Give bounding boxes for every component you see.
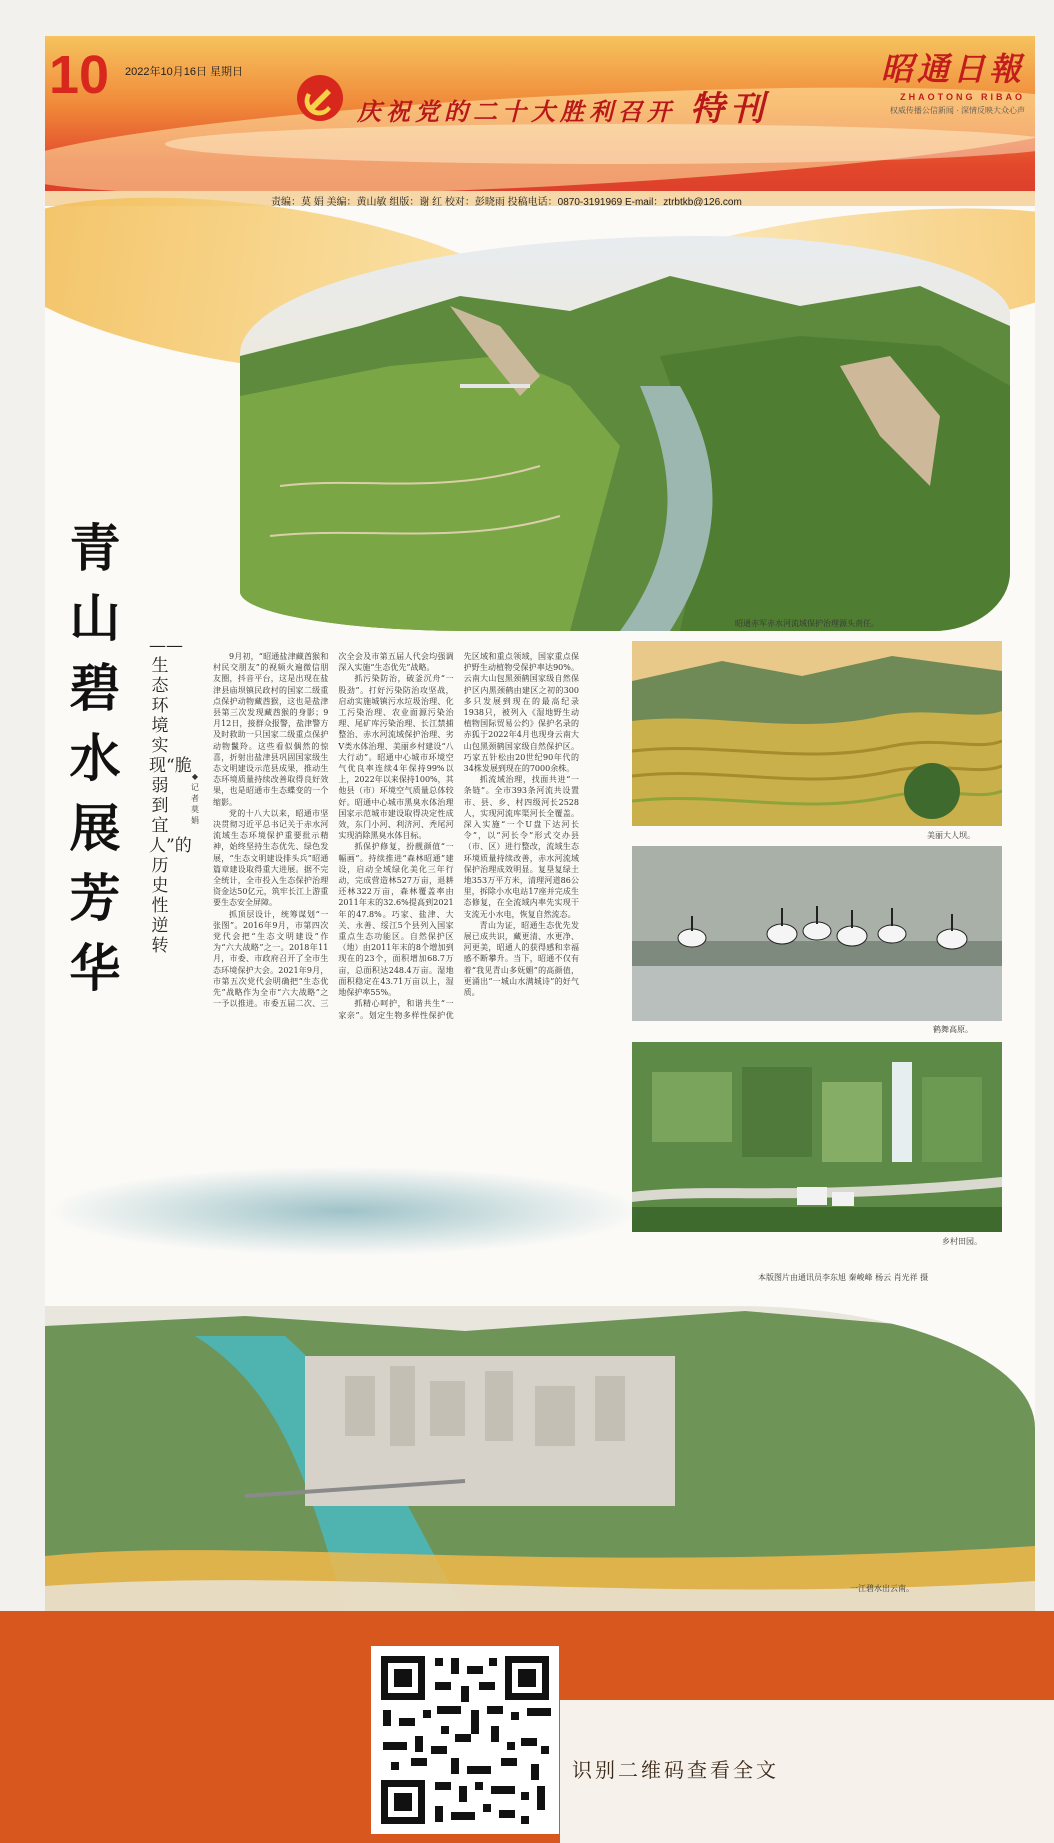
header-title-text: 庆祝党的二十大胜利召开 xyxy=(357,97,676,126)
photo-credit: 本版图片由通讯员李东旭 秦峻峰 杨云 肖光祥 摄 xyxy=(758,1273,929,1282)
headline-char: 青 xyxy=(69,519,121,579)
qr-code-icon[interactable] xyxy=(371,1646,559,1834)
photo-caption: 鹤舞高原。 xyxy=(933,1025,973,1034)
brand-name: 昭通日報 xyxy=(880,50,1025,88)
article-paragraph: 抓精心呵护，和谐共生“一家亲”。划定生物多样性保护优先区域和重点领域，国家重点保护野生动植物受保护率达90%。云南大山包黑颈鹤国家级自然保护区内黑颈鹤由建区之初的300多只发展到现在的最高纪录1938只，被列入《湿地野生动植物国际贸易公约》保护名录的赤狐于2022年4月也现身云南大山包黑颈鹤国家级自然保护区。巧家五针松由20世纪90年代的34株发展到现在的7000余株。 xyxy=(338,652,579,1020)
headline-char: 山 xyxy=(69,589,121,649)
headline-char: 芳 xyxy=(69,869,121,929)
qr-prompt-text: 识别二维码查看全文 xyxy=(572,1758,779,1782)
party-emblem-icon xyxy=(295,73,345,123)
photo-terraces xyxy=(632,641,1002,826)
special-issue-title xyxy=(357,81,770,130)
issue-date: 2022年10月16日 星期日 xyxy=(125,66,243,78)
photo-caption: 一江碧水出云南。 xyxy=(850,1584,914,1593)
photo-cranes xyxy=(632,846,1002,1021)
headline-char: 水 xyxy=(69,729,121,789)
headline-char: 展 xyxy=(69,799,121,859)
newspaper-sheet xyxy=(45,36,1035,1611)
header-decor-swoosh xyxy=(165,124,1035,164)
hero-photo-canyon xyxy=(240,236,1010,631)
page-header xyxy=(45,36,1035,206)
article-paragraph: 9月初，“昭通盐津藏酋猴和村民交朋友”的视频火遍微信朋友圈，抖音平台，这是出现在盐津县庙坝镇民政村的国家二级重点保护动物藏酋猴，这也是盐津县第三次发现藏酋猴的身影；9月12日，接群众报警，盐津警方及时救助一只国家二级重点保护动物鬣羚。这些看似偶然的惊喜，折射出盐津县巩固国家级生态文明建设示范县成果，推动生态环境质量持续改善取得良好效果，也是昭通市生态蝶变的一个缩影。 xyxy=(213,652,329,807)
article-paragraph: 抓顶层设计，统筹谋划“一张图”。2016年9月，市第四次党代会把“生态文明建设”作为“六大战略”之一。2018年11月，市委、市政府召开了全市生态环境保护大会。2021年9月，市第五次党代会明确把“生态优先”战略作为全市“六大战略”之一予以推进。市委五届二次、三次全会及市第五届人代会均强调深入实施“生态优先”战略。 xyxy=(213,652,454,1009)
page-number: 10 xyxy=(49,45,110,105)
countryside-fields-illustration xyxy=(632,1042,1002,1232)
cranes-wetland-illustration xyxy=(632,846,1002,1021)
article-paragraph: 抓流域治理，找面共进“一条链”。全市393条河流共设置市、县、乡、村四级河长2528人，实现河流库渠河长全覆盖。深入实施“一个U盘下达河长令”，以“河长令”形式交办县（市、区）进行整改，流域生态环境质量持续改善，赤水河流域保护治理成效明显。复垦复绿土地353万平方米，清理河道86公里，拆除小水电站17座并完成生态修复，在全流域内率先实现干支流无小水电，恢复自然流态。 xyxy=(463,775,579,919)
article-body xyxy=(213,651,579,1181)
newspaper-brand xyxy=(881,44,1025,116)
canyon-landscape-illustration xyxy=(240,236,1010,631)
photo-city-river xyxy=(45,1306,1035,1611)
photo-caption: 乡村田园。 xyxy=(942,1237,982,1246)
article-byline: ◆记者 莫娟 xyxy=(191,772,199,825)
brand-slogan: 权威传播公信新闻 · 深情反映大众心声 xyxy=(889,106,1025,115)
article-paragraph: 党的十八大以来，昭通市坚决贯彻习近平总书记关于赤水河流域生态环境保护重要批示精神，始终坚持生态优先、绿色发展，“生态文明建设排头兵”昭通篇章建设取得重大进展。据不完全统计，全市投入生态保护治理资金达50亿元，筑牢长江上游重要生态安全屏障。 xyxy=(213,808,329,908)
editorial-credits: 责编：莫 娟 美编：黄山敏 组版：谢 红 校对：彭晓雨 投稿电话：0870-3191969 E-mail：ztrbtkb@126.com xyxy=(271,197,742,206)
city-river-illustration xyxy=(45,1306,1035,1611)
headline-char: 碧 xyxy=(69,659,121,719)
article-headline xyxy=(65,514,125,1004)
brand-name-english: ZHAOTONG RIBAO xyxy=(900,92,1025,102)
ink-splash-decor xyxy=(45,1166,645,1256)
article-paragraph: 抓保护修复，扮靓颜值“一幅画”。持续推进“森林昭通”建设，启动全域绿化美化三年行动，完成营造林527万亩，退耕还林322万亩，森林覆盖率由2011年末的32.6%提高到2021年的47.8%。巧家、盐津、大关、永善、绥江5个县列入国家重点生态功能区。自然保护区（地）由2011年末的8个增加到现在的23个，面积增加68.7万亩，总面积达248.4万亩。湿地面积稳定在43.71万亩以上，湿地保护率55%。 xyxy=(338,842,454,998)
qr-code-container[interactable] xyxy=(371,1646,559,1834)
special-label: 特刊 xyxy=(690,89,770,129)
terraced-fields-illustration xyxy=(632,641,1002,826)
article-subtitle: ——生态环境实现“脆弱到宜人”的历史性逆转 xyxy=(149,636,192,956)
photo-countryside xyxy=(632,1042,1002,1232)
photo-caption: 昭通赤军赤水河流域保护治理源头责任。 xyxy=(735,619,879,628)
headline-char: 华 xyxy=(69,939,121,999)
photo-caption: 美丽大人坝。 xyxy=(927,831,975,840)
article-paragraph: 青山为证，昭通生态优先发展已成共识，藏更清、水更净、河更美，昭通人的获得感和幸福感不断攀升。当下，昭通不仅有着“我见青山多妩媚”的高颜值，更涌出“一城山水满城诗”的好气质。 xyxy=(463,920,579,998)
article-paragraph: 抓污染防治，破釜沉舟“一股劲”。打好污染防治攻坚战，启动实施城镇污水垃圾治理、化工污染治理、农业面源污染治理、尾矿库污染治理、长江禁捕整治、赤水河流域保护治理、劣Ⅴ类水体治理、美丽乡村建设“八大行动”。昭通中心城市环境空气优良率连续4年保持99%以上，2022年以来保持100%，其他县（市）环境空气质量总体较好。昭通中心城市黑臭水体治理国家示范城市建设取得决定性成效，东门小河、利济河、秃尾河实现消除黑臭水体目标。 xyxy=(338,674,454,841)
